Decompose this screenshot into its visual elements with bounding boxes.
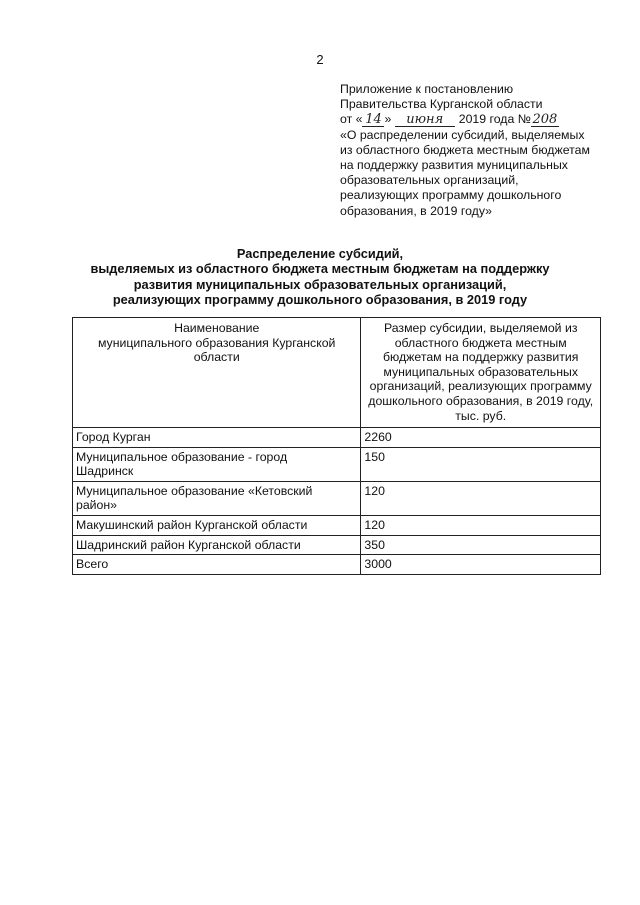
cell-line: Всего bbox=[76, 557, 109, 572]
appendix-line-2: Правительства Курганской области bbox=[340, 97, 543, 112]
municipality-cell bbox=[73, 481, 361, 515]
amount-cell: 350 bbox=[361, 535, 601, 555]
cell-line: Муниципальное образование «Кетовский bbox=[76, 483, 313, 498]
title-line: Распределение субсидий, bbox=[236, 246, 404, 261]
municipality-cell bbox=[73, 515, 361, 535]
date-year: 2019 года № bbox=[458, 112, 531, 127]
amount-cell: 2260 bbox=[361, 428, 601, 448]
title-line: реализующих программу дошкольного образования, в 2019 году bbox=[112, 291, 528, 307]
page-number: 2 bbox=[316, 52, 324, 67]
cell-line: Шадринск bbox=[76, 464, 134, 479]
municipality-cell bbox=[73, 447, 361, 481]
header-line: организаций, реализующих программу bbox=[369, 379, 592, 394]
title-line: развития муниципальных образовательных организаций, bbox=[133, 276, 507, 292]
header-line: тыс. руб. bbox=[455, 408, 507, 423]
appendix-quote-line: из областного бюджета местным бюджетам bbox=[340, 142, 590, 157]
date-mid: » bbox=[384, 112, 392, 127]
handwritten-day: 14 bbox=[362, 114, 384, 127]
title-line: выделяемых из областного бюджета местным бюджетам на поддержку bbox=[90, 261, 550, 277]
amount-cell: 120 bbox=[361, 481, 601, 515]
header-line: области bbox=[193, 350, 240, 365]
table-row-total bbox=[73, 555, 601, 575]
appendix-line-1: Приложение к постановлению bbox=[340, 82, 514, 96]
table-row bbox=[73, 428, 601, 448]
municipality-cell bbox=[73, 555, 361, 575]
cell-line: район» bbox=[76, 498, 118, 513]
header-line: Наименование bbox=[174, 321, 260, 335]
document-title bbox=[60, 246, 580, 307]
amount-cell: 3000 bbox=[361, 555, 601, 575]
header-line: Размер субсидии, выделяемой из bbox=[383, 321, 578, 335]
appendix-date-line bbox=[340, 112, 615, 127]
appendix-quote-line: «О распределении субсидий, выделяемых bbox=[340, 127, 585, 142]
amount-cell: 120 bbox=[361, 515, 601, 535]
municipality-cell bbox=[73, 428, 361, 448]
appendix-quote-line: образовательных организаций, bbox=[340, 173, 519, 188]
cell-line: Муниципальное образование - город bbox=[76, 449, 288, 464]
appendix-quote-line: на поддержку развития муниципальных bbox=[340, 158, 568, 173]
cell-line: Шадринский район Курганской области bbox=[76, 537, 301, 552]
table-row bbox=[73, 515, 601, 535]
table-row bbox=[73, 535, 601, 555]
header-line: муниципальных образовательных bbox=[383, 364, 578, 379]
municipality-cell bbox=[73, 535, 361, 555]
header-subsidy-amount bbox=[361, 318, 601, 428]
table-row bbox=[73, 481, 601, 515]
table-header-row bbox=[73, 318, 601, 428]
header-municipality bbox=[73, 318, 361, 428]
appendix-quote-line: реализующих программу дошкольного bbox=[340, 188, 562, 203]
date-prefix: от « bbox=[340, 112, 363, 127]
header-line: дошкольного образования, в 2019 году, bbox=[368, 393, 594, 408]
handwritten-doc-number: 208 bbox=[532, 112, 558, 128]
amount-cell: 150 bbox=[361, 447, 601, 481]
header-line: областного бюджета местным bbox=[394, 335, 567, 350]
table-row bbox=[73, 447, 601, 481]
subsidy-table bbox=[72, 317, 601, 575]
appendix-quote-line: образования, в 2019 году» bbox=[340, 203, 492, 218]
header-line: муниципального образования Курганской bbox=[97, 335, 336, 350]
appendix-block bbox=[340, 82, 615, 219]
cell-line: Город Курган bbox=[76, 430, 151, 444]
cell-line: Макушинский район Курганской области bbox=[76, 517, 308, 532]
handwritten-month: июня bbox=[395, 114, 455, 127]
header-line: бюджетам на поддержку развития bbox=[383, 350, 579, 365]
